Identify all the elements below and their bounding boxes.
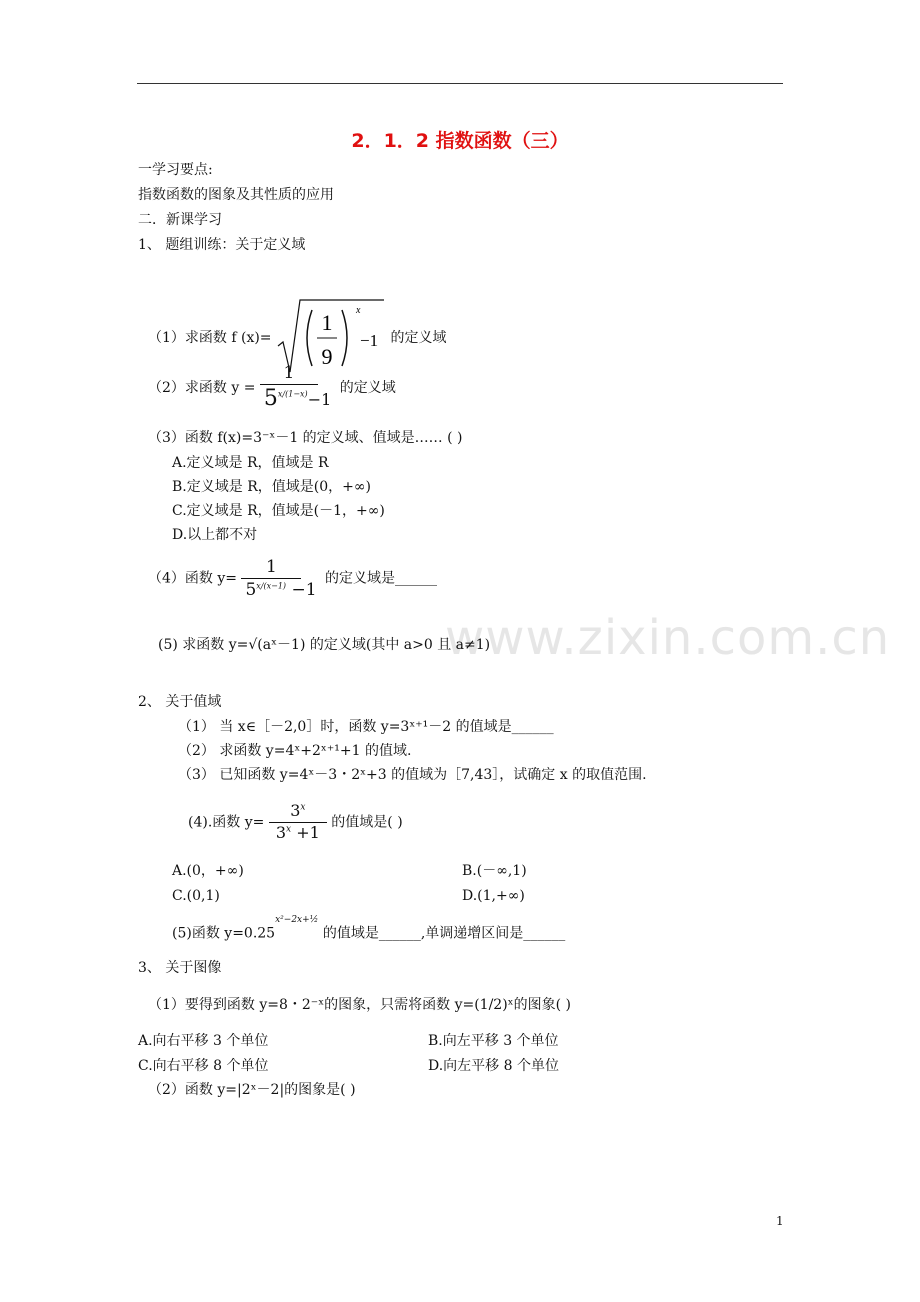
question-2-4: (4).函数 y= $\frac{3^x}{3^x +1}$ 的值域是( ) [188, 801, 403, 842]
option-a: A.定义域是 R，值域是 R [172, 455, 329, 471]
option-d: D.(1,+∞) [462, 888, 525, 904]
question-1-4: （4）函数 y= $\frac{1}{5^{x/(x-1)} -1}$ 的定义域是______ [148, 557, 437, 601]
svg-text:x: x [356, 305, 361, 316]
option-d: D.向左平移 8 个单位 [428, 1058, 559, 1074]
fraction: $\frac{1}{5^{x/(1-x)}-1}$ [260, 362, 335, 414]
svg-text:1: 1 [321, 310, 333, 335]
question-1-2: （2）求函数 y = $\frac{1}{5^{x/(1-x)}-1}$ 的定义域 [148, 362, 396, 414]
option-c: C.向右平移 8 个单位 [138, 1058, 269, 1074]
question-1-1: （1）求函数 f (x)= 1 9 x −1 的定义域 [148, 298, 446, 378]
header-rule [137, 83, 783, 84]
option-a: A.向右平移 3 个单位 [138, 1033, 269, 1049]
svg-text:−1: −1 [360, 331, 379, 350]
question-3-1: （1）要得到函数 y=8・2⁻ˣ的图象，只需将函数 y=(1/2)ˣ的图象( ) [148, 997, 571, 1013]
question-2-5: (5)函数 $y=0.25^{x^2-2x+\frac{1}{2}}$ 的值域是______,单调递增区间是______ [172, 915, 566, 942]
option-c: C.(0,1) [172, 888, 220, 904]
page-title: 2．1．2 指数函数（三） [351, 130, 569, 152]
section-range: 2、 关于值域 [138, 694, 222, 710]
option-b: B.(－∞,1) [462, 863, 527, 879]
question-1-5: (5) 求函数 y=√(aˣ－1) 的定义域(其中 a>0 且 a≠1) [158, 637, 491, 653]
option-c: C.定义域是 R，值域是(－1，+∞) [172, 503, 385, 519]
section-domain: 1、 题组训练：关于定义域 [138, 237, 306, 253]
option-b: B.向左平移 3 个单位 [428, 1033, 559, 1049]
question-2-3: （3） 已知函数 y=4ˣ－3・2ˣ+3 的值域为［7,43］，试确定 x 的取值范围. [178, 767, 647, 783]
option-a: A.(0，+∞) [172, 863, 244, 879]
question-3-2: （2）函数 y=|2ˣ－2|的图象是( ) [148, 1082, 356, 1098]
option-d: D.以上都不对 [172, 527, 258, 543]
key-points-text: 指数函数的图象及其性质的应用 [138, 187, 334, 203]
page-number: 1 [776, 1214, 784, 1228]
section-graph: 3、 关于图像 [138, 960, 222, 976]
fraction: $\frac{1}{5^{x/(x-1)} -1}$ [241, 556, 320, 601]
question-2-2: （2） 求函数 y=4ˣ+2ˣ⁺¹+1 的值域. [178, 743, 412, 759]
fraction: $\frac{3^x}{3^x +1}$ [269, 801, 327, 844]
question-2-1: （1） 当 x∈［－2,0］时，函数 y=3ˣ⁺¹－2 的值域是______ [178, 719, 554, 735]
section-new-lesson: 二．新课学习 [138, 212, 222, 228]
svg-text:9: 9 [321, 344, 333, 369]
watermark: www.zixin.com.cn [445, 610, 891, 666]
option-b: B.定义域是 R，值域是(0，+∞) [172, 479, 371, 495]
section-key-points: 一学习要点: [138, 162, 213, 178]
question-1-3: （3）函数 f(x)=3⁻ˣ－1 的定义域、值域是…… ( ) [148, 430, 463, 446]
